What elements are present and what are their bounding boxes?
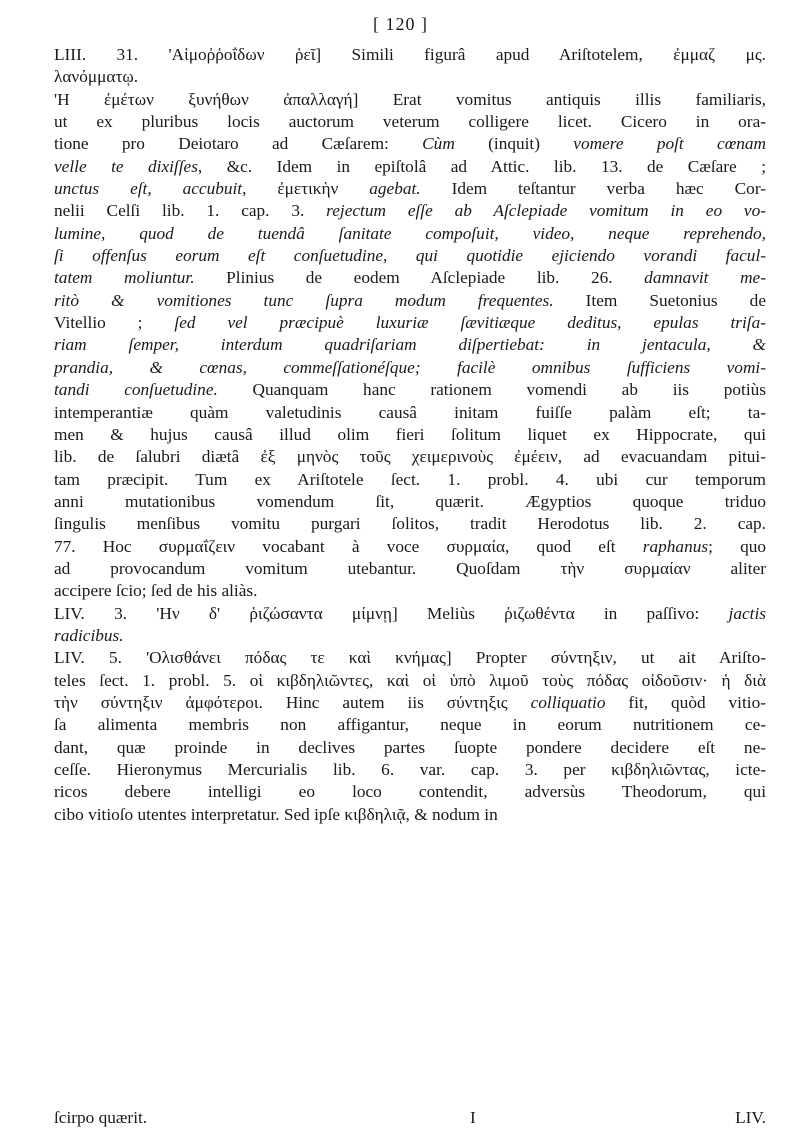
line-text: men & hujus causâ illud olim fieri ſolitum liquet ex Hippocrate, qui xyxy=(54,424,766,444)
italic-text: riam ſemper, interdum quadriſariam diſpertiebat: in jentacula, & xyxy=(54,335,766,355)
line-text: LIV. 3. 'Ην δ' ῥιζώσαντα μίμνῃ] Meliùs ῥιζωθέντα in paſſivo: xyxy=(54,603,729,623)
line-text: Plinius de eodem Aſclepiade lib. 26. xyxy=(194,268,645,288)
text-line xyxy=(54,66,766,88)
text-line xyxy=(54,245,766,267)
line-text: accipere ſcio; ſed de his aliàs. xyxy=(54,581,258,601)
line-text: teles ſect. 1. probl. 5. οἱ κιβδηλιῶντες, καὶ οἱ ὑπὸ λιμοῦ τοὺς πόδας οἰδοῦσιν· ἡ διὰ xyxy=(54,670,766,690)
italic-text: unctus eſt, accubuit xyxy=(54,179,243,199)
text-line xyxy=(54,558,766,580)
text-line xyxy=(54,759,766,781)
signature-mark: I xyxy=(470,1108,476,1127)
line-text: LIII. 31. 'Αἱμοῤῥοΐδων ῥεῖ] Simili figurâ apud Ariſtotelem, ἐμμαζ μς. xyxy=(54,45,766,64)
italic-text: lumine, quod de tuendâ ſanitate compoſuit, video, neque reprehendo, xyxy=(54,223,766,243)
text-line xyxy=(54,89,766,111)
italic-text: agebat. xyxy=(369,179,421,199)
line-text: τὴν σύντηξιν ἀμφότεροι. Hinc autem iis σύντηξις xyxy=(54,692,531,712)
line-text: tione pro Deiotaro ad Cæſarem: xyxy=(54,134,423,154)
italic-text: raphanus xyxy=(642,536,709,556)
line-text: ut ex pluribus locis auctorum veterum colligere licet. Cicero in ora- xyxy=(54,112,766,132)
page-footer xyxy=(54,1108,766,1130)
text-line xyxy=(54,603,766,625)
footer-last-words: ſcirpo quærit. xyxy=(54,1108,148,1127)
line-text: lib. de ſalubri diætâ ἐξ μηνὸς τοῦς χειμερινοὺς ἐμέειν, ad evacuandam pitui- xyxy=(54,447,766,467)
text-line xyxy=(54,178,766,200)
line-text: Item Suetonius de xyxy=(553,290,766,310)
text-line xyxy=(54,156,766,178)
text-line xyxy=(54,223,766,245)
line-text: intemperantiæ quàm valetudinis causâ initam fuiſſe palàm eſt; ta- xyxy=(54,402,766,422)
text-line xyxy=(54,647,766,669)
line-text: , &c. Idem in epiſtolâ ad Attic. lib. 13. de Cæſare ; xyxy=(197,156,766,176)
italic-text: velle te dixiſſes xyxy=(54,156,198,176)
text-line xyxy=(54,714,766,736)
line-text: dant, quæ proinde in declives partes ſuopte pondere decidere eſt ne- xyxy=(54,737,766,757)
italic-text: colliquatio xyxy=(530,692,606,712)
text-line xyxy=(54,357,766,379)
text-line xyxy=(54,804,766,826)
line-text: Quanquam hanc rationem vomendi ab iis potiùs xyxy=(217,380,766,400)
page-number: [ 120 ] xyxy=(373,14,428,34)
line-text: ſingulis menſibus vomitu purgari ſolitos, tradit Herodotus lib. 2. cap. xyxy=(54,514,766,534)
line-text: , ἐμετικὴν xyxy=(242,179,370,199)
line-text: ricos debere intelligi eo loco contendit, adversùs Theodorum, qui xyxy=(54,782,766,802)
italic-text: rejectum eſſe ab Aſclepiade vomitum in eo vo- xyxy=(326,201,766,221)
line-text: ad provocandum vomitum utebantur. Quoſdam τὴν συρμαίαν aliter xyxy=(54,558,766,578)
text-line xyxy=(54,111,766,133)
line-text: ſa alimenta membris non affigantur, neque in eorum nutritionem ce- xyxy=(54,715,766,735)
line-text: λανόμματῳ. xyxy=(54,67,139,87)
text-line xyxy=(54,446,766,468)
italic-text: vomere poſt cœnam xyxy=(573,134,766,154)
text-line xyxy=(54,312,766,334)
line-text: LIV. 5. 'Ολισθάνει πόδας τε καὶ κνήμας] Propter σύντηξιν, ut ait Ariſto- xyxy=(54,648,766,668)
line-text: Idem teſtantur verba hæc Cor- xyxy=(420,179,766,199)
text-line xyxy=(54,290,766,312)
italic-text: tandi conſuetudine. xyxy=(54,380,218,400)
italic-text: Cùm xyxy=(422,134,455,154)
text-line xyxy=(54,737,766,759)
text-line xyxy=(54,580,766,602)
text-line xyxy=(54,267,766,289)
italic-text: ſi offenſus eorum eſt conſuetudine, qui quotidie ejiciendo vorandi facul- xyxy=(54,246,766,266)
text-line xyxy=(54,334,766,356)
line-text: ceſſe. Hieronymus Mercurialis lib. 6. var. cap. 3. per κιβδηλιῶντας, icte- xyxy=(54,760,766,779)
line-text: anni mutationibus vomendum ſit, quærit. Ægyptios quoque triduo xyxy=(54,491,766,511)
text-line xyxy=(54,200,766,222)
text-line xyxy=(54,402,766,424)
text-line xyxy=(54,536,766,558)
text-line xyxy=(54,44,766,66)
italic-text: jactis xyxy=(728,603,766,623)
catchword: LIV. xyxy=(735,1108,766,1127)
italic-text: damnavit me- xyxy=(644,268,766,288)
line-text: cibo vitioſo utentes interpretatur. Sed ipſe κιβδηλιᾷ, & nodum in xyxy=(54,804,498,824)
italic-text: ritò & vomitiones tunc ſupra modum frequentes. xyxy=(54,290,554,310)
text-line xyxy=(54,670,766,692)
line-text: ; quo xyxy=(708,536,766,556)
italic-text: radicibus. xyxy=(54,625,124,645)
commentary-text xyxy=(54,44,766,826)
italic-text: tatem moliuntur. xyxy=(54,268,195,288)
italic-text: prandia, & cœnas, commeſſationéſque; facilè omnibus ſufficiens vomi- xyxy=(54,357,766,377)
text-line xyxy=(54,491,766,513)
text-line xyxy=(54,424,766,446)
line-text: nelii Celſi lib. 1. cap. 3. xyxy=(54,201,327,221)
italic-text: ſed vel præcipuè luxuriæ ſævitiæque deditus, epulas triſa- xyxy=(174,313,766,333)
text-line xyxy=(54,781,766,803)
text-line xyxy=(54,469,766,491)
text-line xyxy=(54,379,766,401)
text-line xyxy=(54,513,766,535)
line-text: tam præcipit. Tum ex Ariſtotele ſect. 1. probl. 4. ubi cur temporum xyxy=(54,469,766,489)
line-text: 77. Hoc συρμαΐζειν vocabant à voce συρμαία, quod eſt xyxy=(54,536,643,556)
line-text: (inquit) xyxy=(454,134,574,154)
line-text: Vitellio ; xyxy=(54,313,175,333)
line-text: 'Η ἐμέτων ξυνήθων ἀπαλλαγή] Erat vomitus antiquis illis familiaris, xyxy=(54,89,766,109)
line-text: fit, quòd vitio- xyxy=(605,692,766,712)
text-line xyxy=(54,133,766,155)
text-line xyxy=(54,625,766,647)
text-line xyxy=(54,692,766,714)
